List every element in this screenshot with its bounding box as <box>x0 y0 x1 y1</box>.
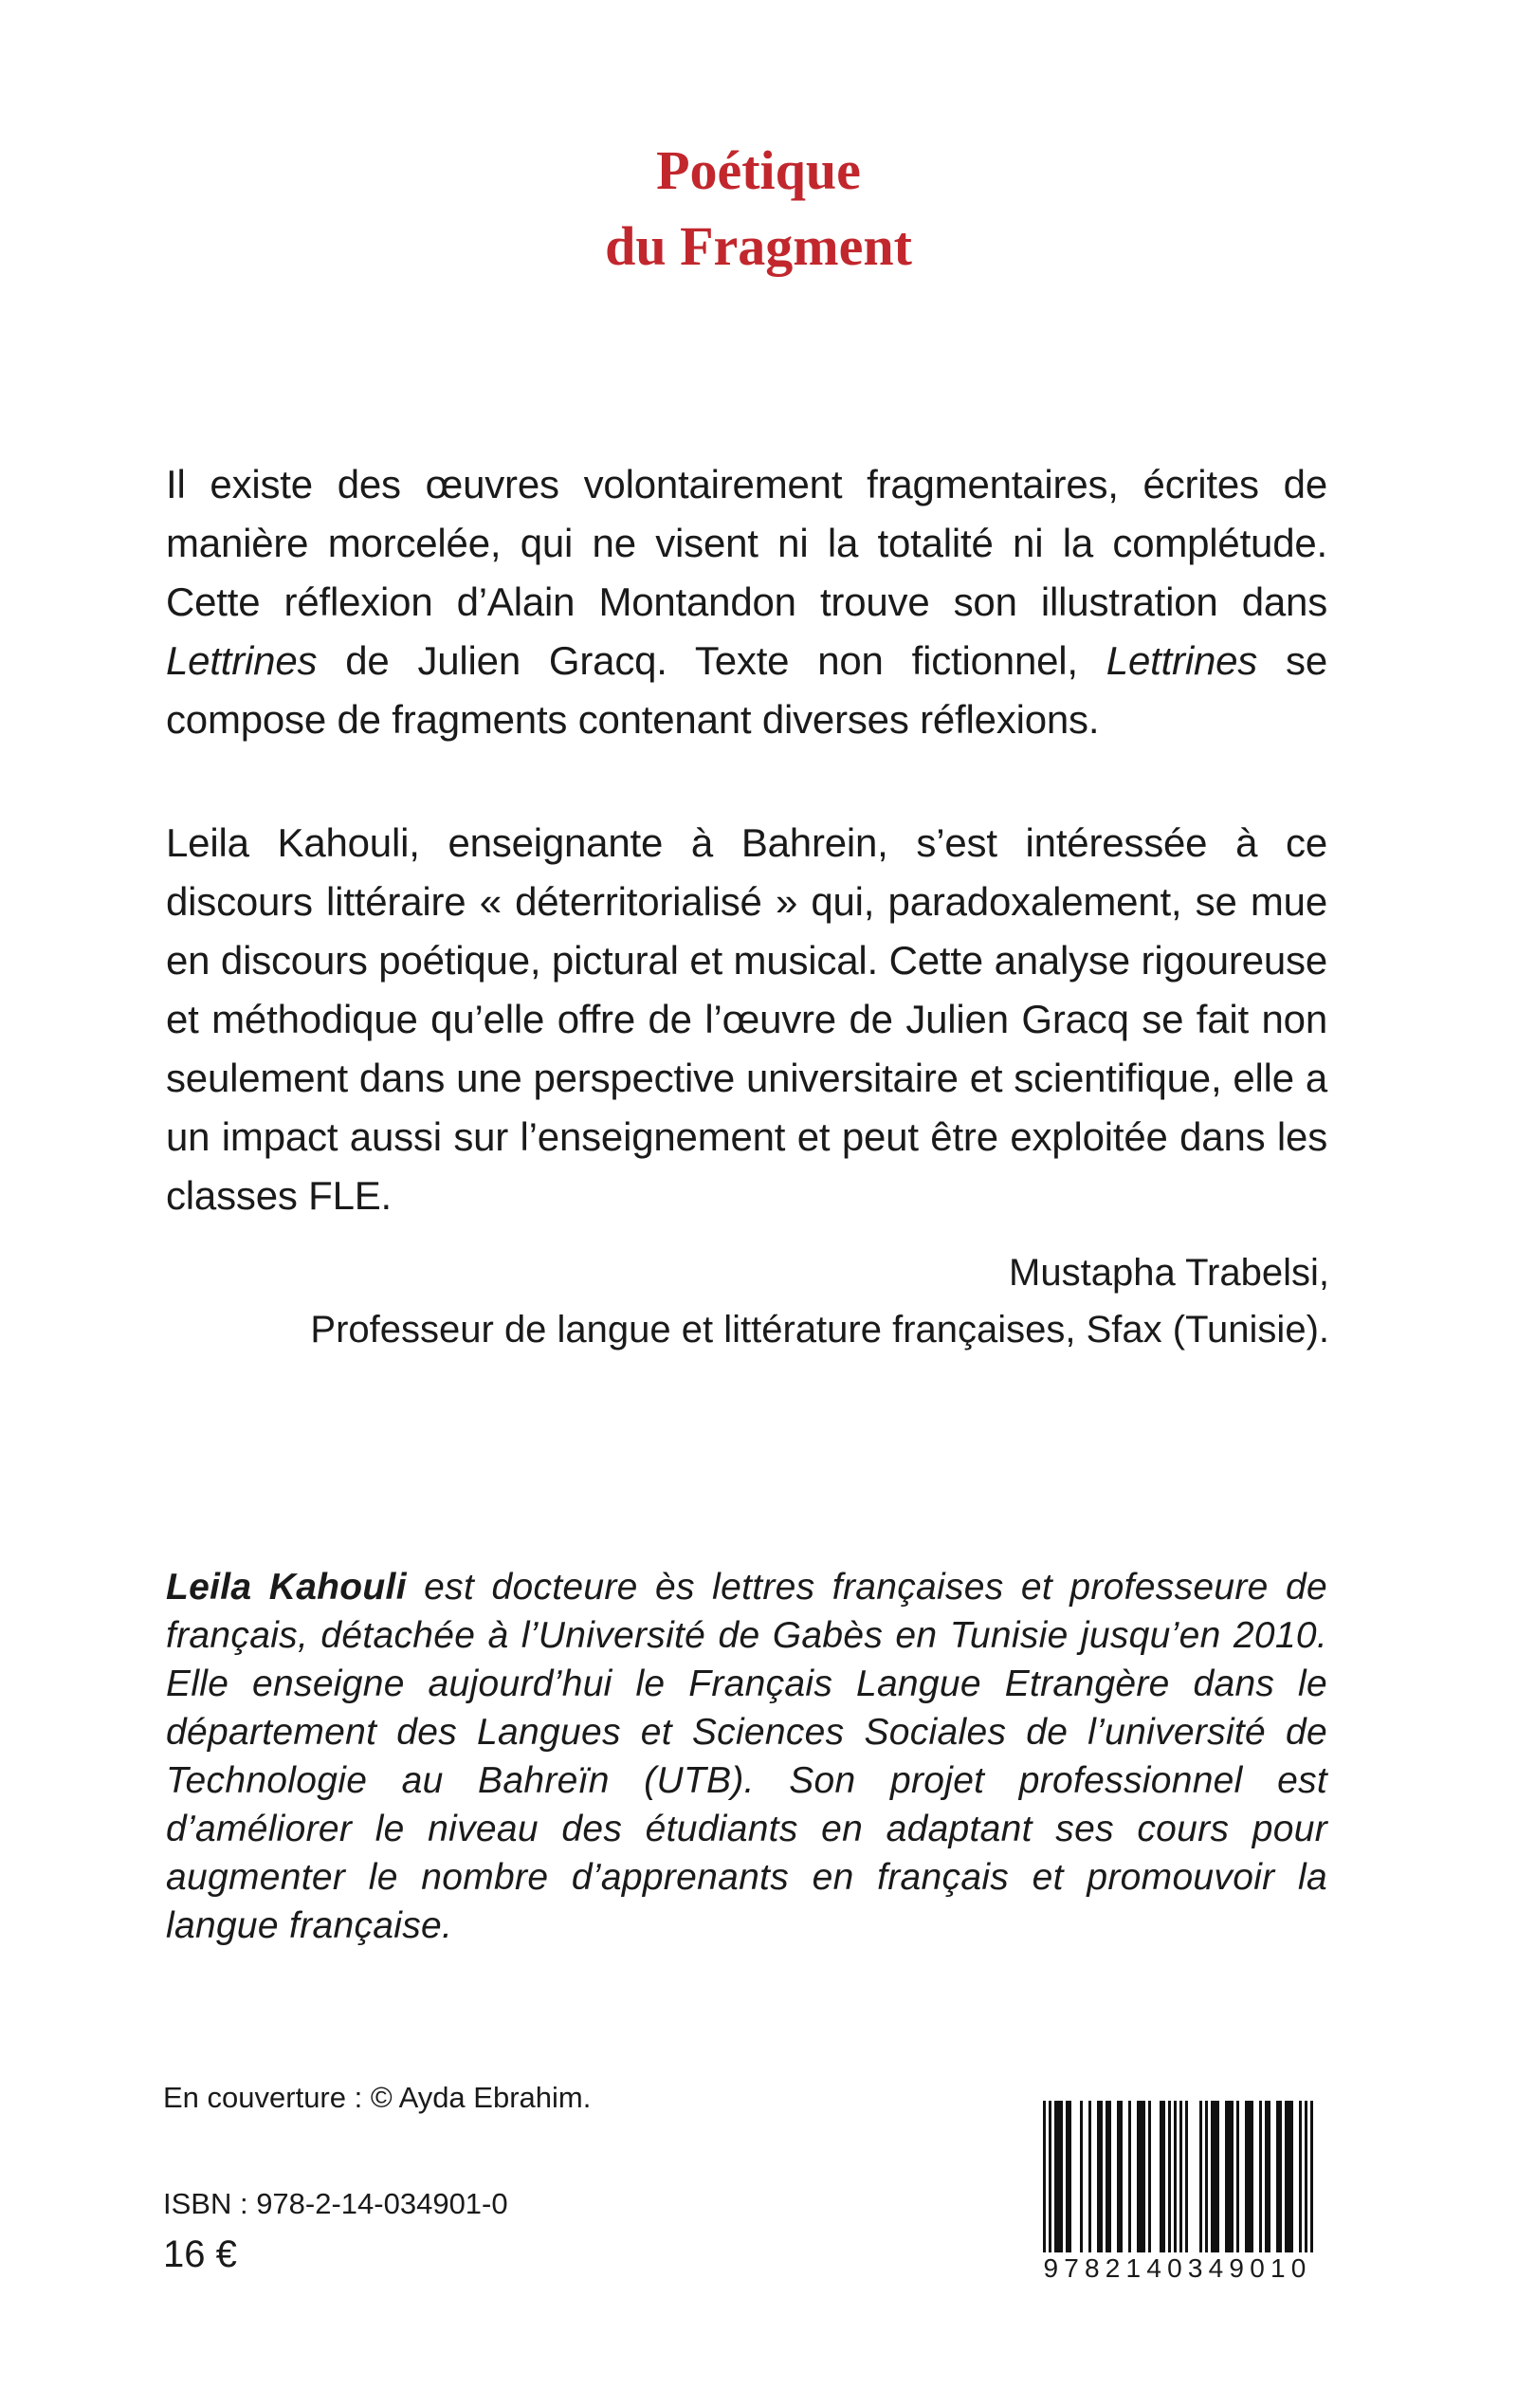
work-title-lettrines-1: Lettrines <box>166 638 318 683</box>
barcode-bar <box>1259 2101 1262 2252</box>
barcode-bar <box>1128 2101 1131 2252</box>
summary-paragraph-1 <box>166 455 1327 749</box>
work-title-lettrines-2: Lettrines <box>1106 638 1258 683</box>
barcode-bar <box>1168 2101 1171 2252</box>
barcode-bar <box>1285 2101 1288 2252</box>
signature-name: Mustapha Trabelsi, <box>1009 1252 1329 1294</box>
barcode-bar <box>1288 2101 1290 2252</box>
barcode-bars <box>1035 2101 1320 2267</box>
barcode-bar <box>1279 2101 1282 2252</box>
barcode-bar <box>1305 2101 1307 2264</box>
barcode-bar <box>1251 2101 1253 2252</box>
barcode <box>1035 2101 1320 2295</box>
barcode-bar <box>1248 2101 1251 2252</box>
title-line-1: Poétique <box>656 139 861 201</box>
barcode-bar <box>1069 2101 1071 2252</box>
barcode-bar <box>1097 2101 1100 2252</box>
barcode-bar <box>1174 2101 1177 2264</box>
barcode-bar <box>1310 2101 1313 2264</box>
barcode-bar <box>1160 2101 1162 2252</box>
barcode-bar <box>1216 2101 1219 2252</box>
barcode-bar <box>1214 2101 1216 2252</box>
barcode-bar <box>1199 2101 1202 2252</box>
barcode-bar <box>1299 2101 1302 2252</box>
barcode-bar <box>1179 2101 1182 2264</box>
barcode-bar <box>1117 2101 1120 2252</box>
barcode-bar <box>1228 2101 1231 2252</box>
author-bio <box>166 1563 1327 1950</box>
barcode-bar <box>1162 2101 1165 2252</box>
barcode-bar <box>1049 2101 1051 2264</box>
barcode-bar <box>1054 2101 1057 2252</box>
barcode-bar <box>1231 2101 1234 2252</box>
barcode-bar <box>1148 2101 1151 2252</box>
barcode-bar <box>1185 2101 1188 2252</box>
barcode-bar <box>1225 2101 1228 2252</box>
barcode-bar <box>1043 2101 1046 2264</box>
isbn: ISBN : 978-2-14-034901-0 <box>163 2187 508 2220</box>
barcode-bar <box>1236 2101 1239 2252</box>
barcode-bar <box>1120 2101 1123 2252</box>
barcode-bar <box>1290 2101 1293 2252</box>
barcode-bar <box>1100 2101 1103 2252</box>
barcode-bar <box>1140 2101 1142 2252</box>
barcode-bar <box>1211 2101 1214 2252</box>
barcode-bar <box>1066 2101 1069 2252</box>
signature-role: Professeur de langue et littérature françaises, Sfax (Tunisie). <box>310 1309 1329 1351</box>
barcode-bar <box>1106 2101 1108 2252</box>
barcode-bar <box>1108 2101 1111 2252</box>
barcode-digits: 9782140349010 <box>1035 2252 1320 2285</box>
barcode-bar <box>1205 2101 1208 2252</box>
cover-credit: En couverture : © Ayda Ebrahim. <box>163 2081 592 2114</box>
barcode-bar <box>1137 2101 1140 2252</box>
summary-text-a: Il existe des œuvres volontairement fragmentaires, écrites de manière morcelée, qui ne visent ni la totalité ni la complétude. Cette réflexion d’Alain Montandon trouve son illustration dans <box>166 462 1327 624</box>
barcode-bar <box>1088 2101 1091 2252</box>
barcode-bar <box>1245 2101 1248 2252</box>
summary-paragraph-2: Leila Kahouli, enseignante à Bahrein, s’est intéressée à ce discours littéraire « déterritorialisé » qui, paradoxalement, se mue en discours poétique, pictural et musical. Cette analyse rigoureuse et méthodique qu’elle offre de l’œuvre de Julien Gracq se fait non seulement dans une perspective universitaire et scientifique, elle a un impact aussi sur l’enseignement et peut être exploitée dans les classes FLE. <box>166 820 1327 1218</box>
barcode-bar <box>1057 2101 1060 2252</box>
title-line-2: du Fragment <box>605 215 912 277</box>
summary-text-c: se compose de fragments contenant diverses réflexions. <box>166 638 1327 742</box>
barcode-bar <box>1268 2101 1270 2252</box>
barcode-bar <box>1276 2101 1279 2252</box>
barcode-bar <box>1080 2101 1083 2252</box>
book-title <box>0 133 1517 285</box>
author-bio-text: est docteure ès lettres françaises et professeure de français, détachée à l’Université de Gabès en Tunisie jusqu’en 2010. Elle enseigne aujourd’hui le Français Langue Etrangère dans le département des Langues et Sciences Sociales de l’université de Technologie au Bahreïn (UTB). Son projet professionnel est d’améliorer le niveau des étudiants en adaptant ses cours pour augmenter le nombre d’apprenants en français et promouvoir la langue française. <box>166 1567 1327 1946</box>
barcode-bar <box>1142 2101 1145 2252</box>
author-name: Leila Kahouli <box>166 1567 407 1608</box>
summary-text-b: de Julien Gracq. Texte non fictionnel, <box>317 638 1106 683</box>
barcode-bar <box>1265 2101 1268 2252</box>
price: 16 € <box>163 2233 237 2275</box>
barcode-bar <box>1060 2101 1063 2252</box>
